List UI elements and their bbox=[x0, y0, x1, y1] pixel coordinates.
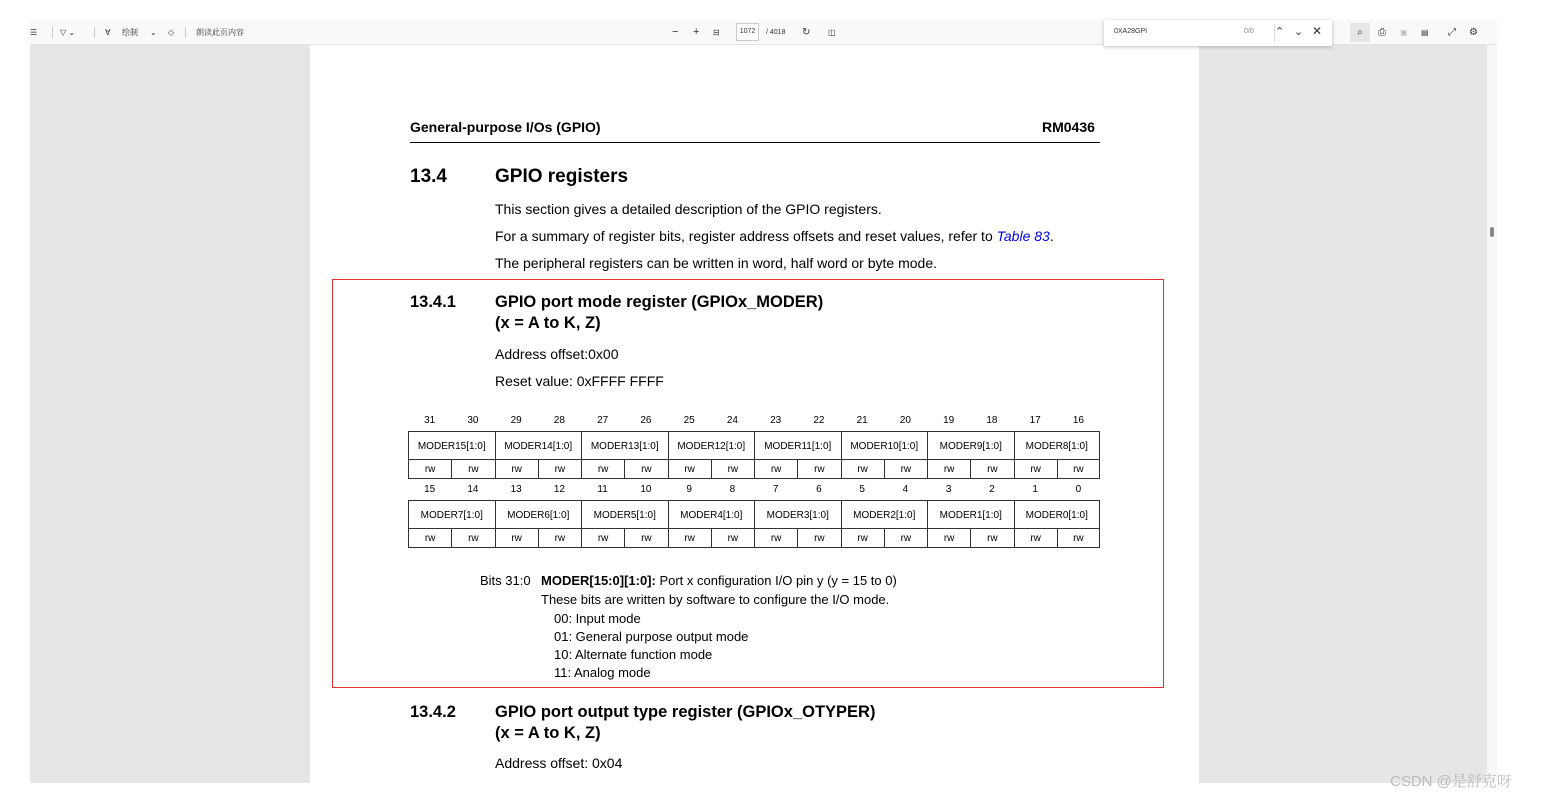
access-type-row bbox=[408, 460, 1100, 479]
access-type: rw bbox=[1057, 529, 1100, 548]
mode-item: 00: Input mode bbox=[554, 611, 641, 626]
close-icon[interactable]: ✕ bbox=[1312, 24, 1323, 38]
register-table-high bbox=[408, 411, 1100, 479]
find-count: 0/0 bbox=[1244, 28, 1254, 35]
paragraph: This section gives a detailed description of the GPIO registers. bbox=[495, 201, 882, 217]
bit-number: 20 bbox=[899, 415, 911, 426]
divider bbox=[185, 27, 186, 38]
highlight-icon[interactable]: ▽ ⌄ bbox=[60, 28, 76, 37]
register-field: MODER1[1:0] bbox=[927, 500, 1014, 529]
running-header-docnum: RM0436 bbox=[1042, 119, 1095, 135]
zoom-out-icon[interactable]: − bbox=[672, 26, 679, 38]
access-type: rw bbox=[495, 529, 538, 548]
settings-icon[interactable]: ⚙ bbox=[1469, 27, 1478, 38]
bit-number: 26 bbox=[640, 415, 652, 426]
access-type: rw bbox=[495, 460, 538, 479]
access-type: rw bbox=[1057, 460, 1100, 479]
next-match-icon[interactable]: ⌄ bbox=[1294, 26, 1304, 38]
access-type: rw bbox=[927, 529, 970, 548]
access-type: rw bbox=[754, 460, 797, 479]
paragraph-text: For a summary of register bits, register address offsets and reset values, refer to bbox=[495, 228, 997, 244]
access-type: rw bbox=[1014, 460, 1057, 479]
bit-number: 10 bbox=[640, 484, 652, 495]
bit-number: 24 bbox=[726, 415, 738, 426]
bit-number: 19 bbox=[943, 415, 955, 426]
mode-item: 01: General purpose output mode bbox=[554, 629, 749, 644]
bit-number: 30 bbox=[467, 415, 479, 426]
bit-number-row bbox=[408, 480, 1100, 500]
bit-number: 31 bbox=[424, 415, 436, 426]
bit-number: 9 bbox=[686, 484, 692, 495]
bit-number: 2 bbox=[989, 484, 995, 495]
register-field: MODER9[1:0] bbox=[927, 431, 1014, 460]
subsection-number: 13.4.1 bbox=[410, 293, 456, 311]
access-type: rw bbox=[970, 460, 1013, 479]
scrollbar-thumb[interactable] bbox=[1490, 227, 1494, 237]
search-icon[interactable]: ⌕ bbox=[1350, 23, 1370, 42]
access-type: rw bbox=[668, 460, 711, 479]
bit-number: 7 bbox=[772, 484, 779, 495]
bit-number: 28 bbox=[553, 415, 565, 426]
access-type: rw bbox=[797, 529, 840, 548]
bit-number: 23 bbox=[770, 415, 782, 426]
register-field: MODER8[1:0] bbox=[1014, 431, 1101, 460]
fullscreen-icon[interactable]: ⤢ bbox=[1448, 27, 1456, 38]
save-icon[interactable]: ▣ bbox=[1400, 28, 1408, 37]
address-offset: Address offset:0x00 bbox=[495, 346, 619, 362]
bit-number: 25 bbox=[683, 415, 695, 426]
access-type: rw bbox=[408, 529, 451, 548]
address-offset: Address offset: 0x04 bbox=[495, 755, 623, 771]
contents-icon[interactable]: ☰ bbox=[30, 28, 38, 37]
bit-number: 8 bbox=[729, 484, 736, 495]
register-field-row bbox=[408, 431, 1100, 460]
bits-description bbox=[541, 573, 897, 588]
access-type: rw bbox=[884, 529, 927, 548]
mode-item: 10: Alternate function mode bbox=[554, 647, 713, 662]
rotate-icon[interactable]: ↻ bbox=[802, 27, 811, 38]
register-field: MODER12[1:0] bbox=[668, 431, 755, 460]
subsection-title: GPIO port output type register (GPIOx_OTYPER) bbox=[495, 703, 876, 721]
print-icon[interactable]: ⎙ bbox=[1378, 27, 1386, 38]
access-type: rw bbox=[841, 529, 884, 548]
access-type: rw bbox=[451, 460, 494, 479]
bit-number: 6 bbox=[816, 484, 822, 495]
access-type: rw bbox=[538, 529, 581, 548]
page-total: / 4018 bbox=[766, 29, 786, 36]
bit-number: 5 bbox=[859, 484, 865, 495]
bit-number: 15 bbox=[424, 484, 436, 495]
subsection-title-line2: (x = A to K, Z) bbox=[495, 724, 601, 742]
zoom-in-icon[interactable]: + bbox=[693, 26, 700, 38]
find-input[interactable]: 0XA28GPI bbox=[1114, 28, 1148, 35]
bit-number: 16 bbox=[1072, 415, 1084, 426]
register-field: MODER13[1:0] bbox=[581, 431, 668, 460]
register-field: MODER5[1:0] bbox=[581, 500, 668, 529]
paragraph bbox=[495, 228, 1054, 244]
bit-number: 1 bbox=[1032, 484, 1038, 495]
field-summary: Port x configuration I/O pin y (y = 15 to 0) bbox=[655, 573, 897, 588]
access-type: rw bbox=[841, 460, 884, 479]
register-field: MODER7[1:0] bbox=[408, 500, 495, 529]
access-type: rw bbox=[451, 529, 494, 548]
header-rule bbox=[410, 142, 1100, 143]
access-type-row bbox=[408, 529, 1100, 548]
bit-number: 21 bbox=[856, 415, 868, 426]
page-view-icon[interactable]: ◫ bbox=[828, 28, 836, 37]
find-bar bbox=[1104, 20, 1332, 46]
register-field: MODER2[1:0] bbox=[841, 500, 928, 529]
scrollbar[interactable] bbox=[1487, 20, 1497, 783]
register-field: MODER15[1:0] bbox=[408, 431, 495, 460]
reset-value: Reset value: 0xFFFF FFFF bbox=[495, 373, 664, 389]
paragraph: The peripheral registers can be written in word, half word or byte mode. bbox=[495, 255, 937, 271]
bit-number: 11 bbox=[597, 484, 608, 495]
register-field: MODER10[1:0] bbox=[841, 431, 928, 460]
bit-number: 17 bbox=[1029, 415, 1041, 426]
divider bbox=[52, 27, 53, 38]
register-field: MODER3[1:0] bbox=[754, 500, 841, 529]
access-type: rw bbox=[754, 529, 797, 548]
bits-detail: These bits are written by software to configure the I/O mode. bbox=[541, 592, 890, 607]
access-type: rw bbox=[970, 529, 1013, 548]
table-link[interactable]: Table 83 bbox=[996, 228, 1050, 244]
access-type: rw bbox=[797, 460, 840, 479]
draw-icon[interactable]: ∀ bbox=[105, 28, 111, 37]
page-number-input[interactable]: 1072 bbox=[736, 23, 759, 41]
access-type: rw bbox=[624, 460, 667, 479]
register-field: MODER6[1:0] bbox=[495, 500, 582, 529]
access-type: rw bbox=[927, 460, 970, 479]
running-header-title: General-purpose I/Os (GPIO) bbox=[410, 119, 601, 135]
access-type: rw bbox=[538, 460, 581, 479]
watermark: CSDN @是舒克呀 bbox=[1390, 773, 1512, 790]
subsection-title-line2: (x = A to K, Z) bbox=[495, 314, 601, 332]
bit-number: 14 bbox=[467, 484, 479, 495]
bit-number-row bbox=[408, 411, 1100, 431]
access-type: rw bbox=[581, 529, 624, 548]
register-table-low bbox=[408, 480, 1100, 548]
register-field: MODER0[1:0] bbox=[1014, 500, 1101, 529]
subsection-number: 13.4.2 bbox=[410, 703, 456, 721]
access-type: rw bbox=[711, 460, 754, 479]
access-type: rw bbox=[408, 460, 451, 479]
access-type: rw bbox=[624, 529, 667, 548]
access-type: rw bbox=[1014, 529, 1057, 548]
section-number: 13.4 bbox=[410, 166, 447, 187]
draw-button[interactable]: 绘制 bbox=[122, 28, 138, 37]
access-type: rw bbox=[884, 460, 927, 479]
eraser-icon[interactable]: ◇ bbox=[168, 28, 175, 37]
access-type: rw bbox=[581, 460, 624, 479]
previous-match-icon[interactable]: ⌃ bbox=[1275, 26, 1285, 38]
bit-number: 12 bbox=[553, 484, 565, 495]
divider bbox=[94, 27, 95, 38]
register-field: MODER11[1:0] bbox=[754, 431, 841, 460]
bit-number: 0 bbox=[1075, 484, 1082, 495]
bit-number: 4 bbox=[902, 484, 909, 495]
bit-number: 29 bbox=[510, 415, 522, 426]
fit-page-icon[interactable]: ⊟ bbox=[713, 28, 720, 37]
bit-number: 3 bbox=[945, 484, 952, 495]
mode-item: 11: Analog mode bbox=[554, 665, 651, 680]
section-title: GPIO registers bbox=[495, 166, 629, 187]
paragraph-text: . bbox=[1049, 228, 1054, 244]
bits-range: Bits 31:0 bbox=[480, 573, 531, 588]
subsection-title: GPIO port mode register (GPIOx_MODER) bbox=[495, 293, 824, 311]
access-type: rw bbox=[711, 529, 754, 548]
bit-number: 18 bbox=[986, 415, 998, 426]
save-as-icon[interactable]: ▤ bbox=[1421, 28, 1429, 37]
bit-number: 27 bbox=[597, 415, 609, 426]
register-field: MODER14[1:0] bbox=[495, 431, 582, 460]
bit-number: 22 bbox=[813, 415, 825, 426]
bit-number: 13 bbox=[510, 484, 522, 495]
register-field-row bbox=[408, 500, 1100, 529]
chevron-down-icon[interactable]: ⌄ bbox=[150, 28, 157, 37]
register-field: MODER4[1:0] bbox=[668, 500, 755, 529]
read-aloud-button[interactable]: 朗读此页内容 bbox=[196, 28, 244, 37]
field-name: MODER[15:0][1:0]: bbox=[541, 573, 656, 588]
access-type: rw bbox=[668, 529, 711, 548]
